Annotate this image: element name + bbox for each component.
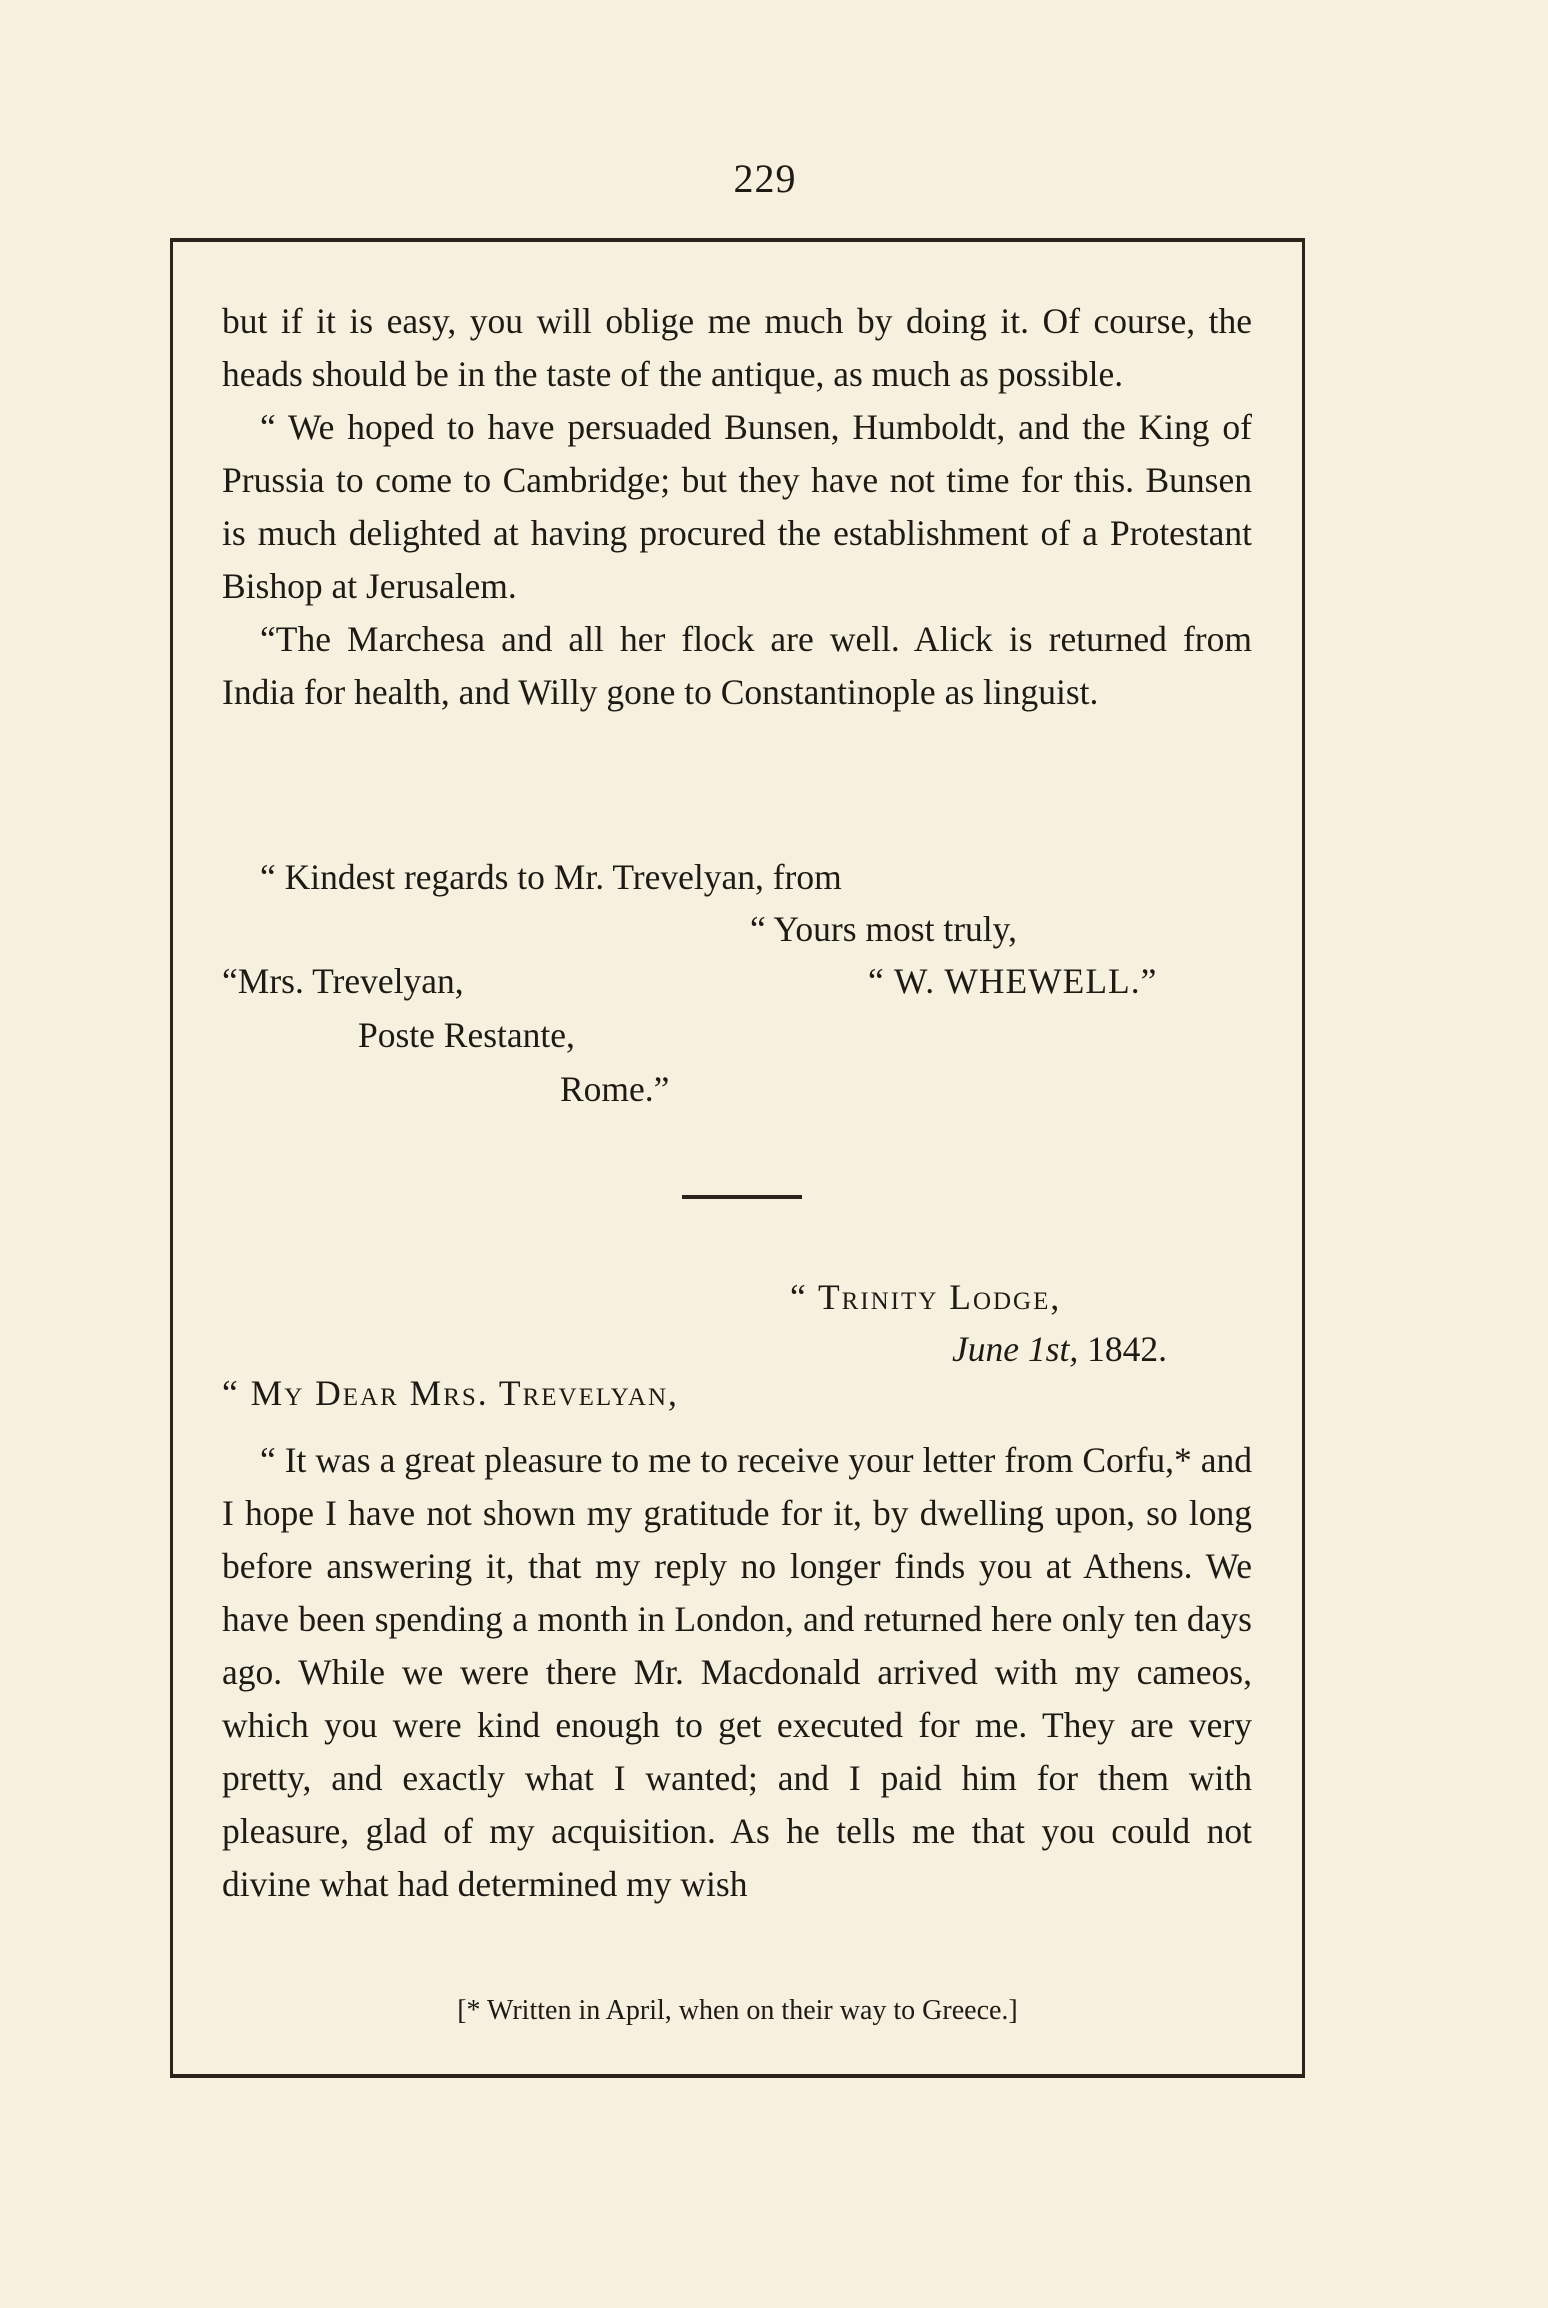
letter-date-year: 1842. <box>1087 1329 1167 1369</box>
section-divider <box>682 1195 802 1199</box>
address-line-poste-restante: Poste Restante, <box>358 1015 575 1055</box>
addressee-line: “Mrs. Trevelyan, <box>222 961 464 1001</box>
page-number: 229 <box>733 156 797 201</box>
paragraph-bunsen: “ We hoped to have persuaded Bunsen, Humboldt, and the King of Prussia to come to Cambridge; but they have not time for this. Bunsen is much delighted at having procured the establishment of a Protestant Bishop at Jerusalem. <box>222 407 1252 606</box>
letter-date <box>952 1328 1167 1370</box>
paragraph-marchesa: “The Marchesa and all her flock are well. Alick is returned from India for health, and Willy gone to Constantinople as linguist. <box>222 619 1252 712</box>
letter-date-month: June 1st, <box>952 1329 1079 1369</box>
letter-place: “ Trinity Lodge, <box>790 1277 1062 1317</box>
letter-continuation <box>222 295 1252 719</box>
letter-body: “ It was a great pleasure to me to receive your letter from Corfu,* and I hope I have not shown my gratitude for it, by dwelling upon, so long before answering it, that my reply no longer finds you at Athens. We have been spending a month in London, and returned here only ten days ago. While we were there Mr. Macdonald arrived with my cameos, which you were kind enough to get executed for me. They are very pretty, and exactly what I wanted; and I paid him for them with pleasure, glad of my acquisition. As he tells me that you could not divine what had determined my wish <box>222 1440 1252 1904</box>
letter-salutation: “ My Dear Mrs. Trevelyan, <box>222 1373 679 1413</box>
paragraph-antique-heads: but if it is easy, you will oblige me much by doing it. Of course, the heads should be in the taste of the antique, as much as possible. <box>222 301 1252 394</box>
kindest-regards-line: “ Kindest regards to Mr. Trevelyan, from <box>260 857 842 897</box>
footnote: [* Written in April, when on their way to Greece.] <box>457 1995 1018 2026</box>
yours-truly-line: “ Yours most truly, <box>750 909 1017 949</box>
address-line-rome: Rome.” <box>560 1069 670 1109</box>
signature-line: “ W. WHEWELL.” <box>868 961 1158 1001</box>
letter-body-block <box>222 1434 1252 1911</box>
